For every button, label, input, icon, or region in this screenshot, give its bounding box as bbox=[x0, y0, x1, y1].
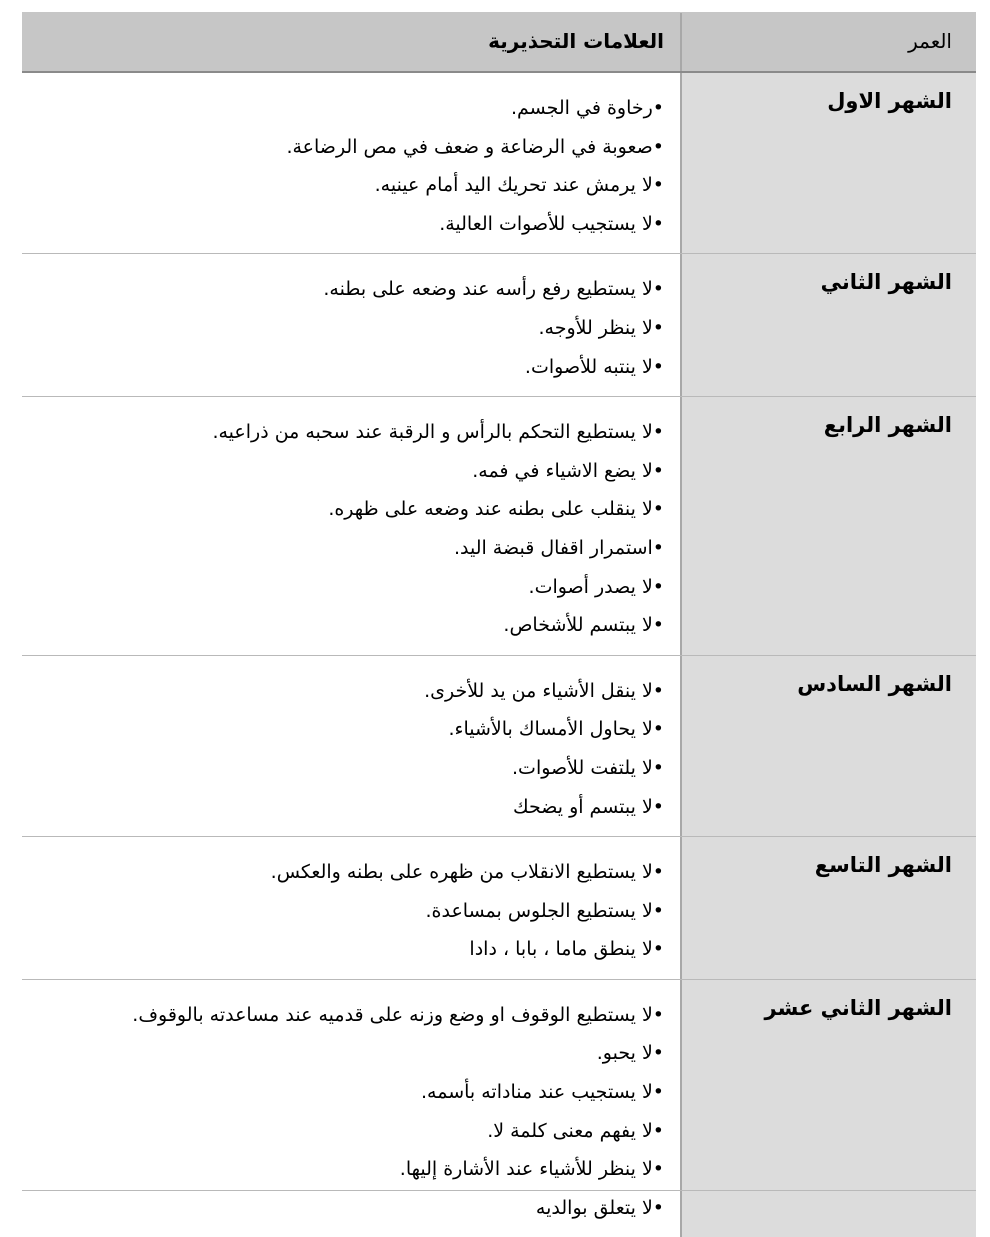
table-row bbox=[22, 656, 976, 837]
sign-item: •لا ينظر للأوجه. bbox=[538, 316, 664, 339]
signs-cell bbox=[22, 73, 680, 253]
table-body bbox=[22, 73, 976, 1237]
sign-item: •لا يتعلق بوالديه bbox=[535, 1196, 664, 1219]
sign-item: •لا يرمش عند تحريك اليد أمام عينيه. bbox=[374, 174, 664, 197]
signs-cell bbox=[22, 254, 680, 396]
sign-item: •لا يحبو. bbox=[596, 1042, 664, 1065]
sign-item: •لا يحاول الأمساك بالأشياء. bbox=[448, 718, 664, 741]
sign-item: •لا ينظر للأشياء عند الأشارة إليها. bbox=[399, 1158, 664, 1181]
sign-item: •لا يستطيع الجلوس بمساعدة. bbox=[425, 899, 664, 922]
sign-item: •لا يستطيع الوقوف او وضع وزنه على قدميه عند مساعدته بالوقوف. bbox=[132, 1003, 664, 1026]
signs-cell bbox=[22, 656, 680, 836]
signs-cell bbox=[22, 397, 680, 655]
sign-item: •لا يستطيع رفع رأسه عند وضعه على بطنه. bbox=[323, 278, 664, 301]
table-row bbox=[22, 397, 976, 656]
table-row bbox=[22, 73, 976, 254]
sign-item: •لا يستطيع التحكم بالرأس و الرقبة عند سحبه من ذراعيه. bbox=[212, 421, 664, 444]
sign-item: •لا يستجيب للأصوات العالية. bbox=[439, 212, 664, 235]
table-row bbox=[22, 837, 976, 980]
sign-item: •لا ينطق ماما ، بابا ، دادا bbox=[469, 938, 664, 961]
signs-cell bbox=[22, 980, 680, 1237]
warning-signs-table bbox=[22, 12, 976, 1237]
signs-column-header: العلامات التحذيرية bbox=[488, 29, 664, 53]
sign-item: •لا يبتسم أو يضحك bbox=[512, 795, 664, 818]
age-cell: الشهر الرابع bbox=[680, 397, 976, 655]
signs-cell bbox=[22, 837, 680, 979]
age-cell: الشهر الثاني bbox=[680, 254, 976, 396]
table-row bbox=[22, 254, 976, 397]
table-row bbox=[22, 980, 976, 1237]
sign-item: •لا ينقلب على بطنه عند وضعه على ظهره. bbox=[328, 498, 664, 521]
sign-item: •لا يلتفت للأصوات. bbox=[512, 756, 664, 779]
age-cell: الشهر الاول bbox=[680, 73, 976, 253]
age-cell: الشهر التاسع bbox=[680, 837, 976, 979]
sign-item: •لا يستجيب عند مناداته بأسمه. bbox=[421, 1081, 664, 1104]
sign-item: •لا ينقل الأشياء من يد للأخرى. bbox=[424, 679, 664, 702]
sign-item: •لا يستطيع الانقلاب من ظهره على بطنه والعكس. bbox=[270, 861, 664, 884]
sign-item: •لا ينتبه للأصوات. bbox=[524, 355, 664, 378]
table-header bbox=[22, 12, 976, 73]
sign-item: •لا يضع الاشياء في فمه. bbox=[472, 459, 664, 482]
sign-item: •رخاوة في الجسم. bbox=[510, 97, 664, 119]
sign-item: •استمرار اقفال قبضة اليد. bbox=[453, 536, 664, 559]
age-cell: الشهر الثاني عشر bbox=[680, 980, 976, 1237]
age-column-header: العمر bbox=[680, 13, 976, 71]
sign-item: •لا يصدر أصوات. bbox=[528, 575, 664, 598]
age-cell: الشهر السادس bbox=[680, 656, 976, 836]
table-bottom-border bbox=[22, 1190, 976, 1191]
sign-item: •لا يبتسم للأشخاص. bbox=[503, 614, 664, 637]
sign-item: •صعوبة في الرضاعة و ضعف في مص الرضاعة. bbox=[286, 135, 664, 158]
sign-item: •لا يفهم معنى كلمة لا. bbox=[487, 1119, 664, 1142]
